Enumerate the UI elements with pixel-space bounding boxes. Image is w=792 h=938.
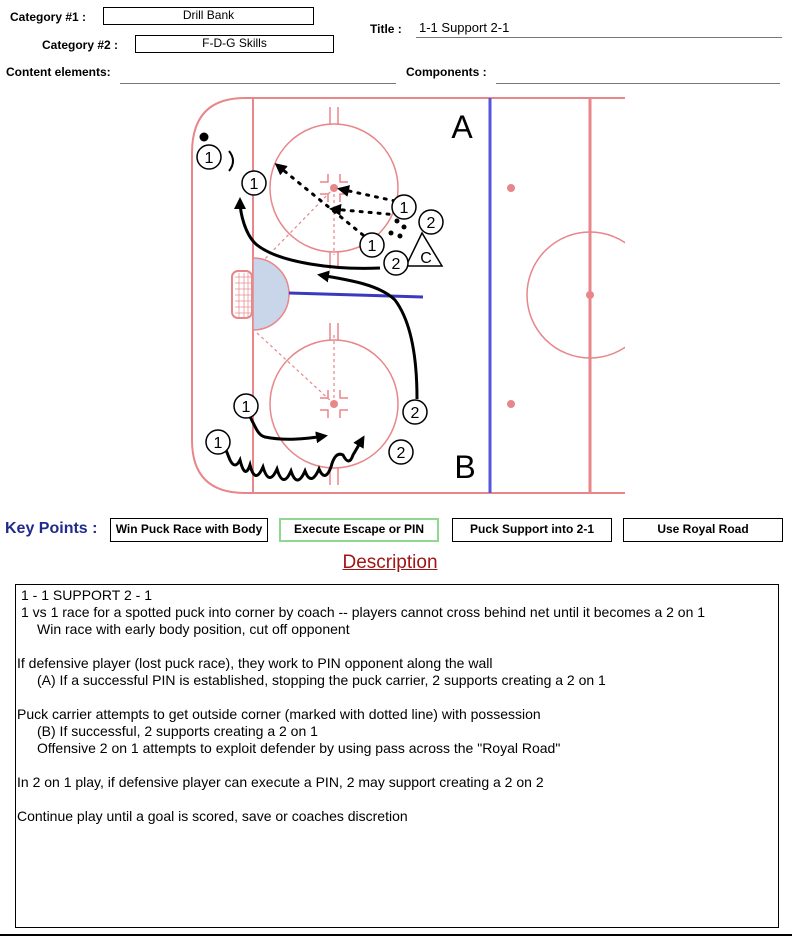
desc-line-14: Continue play until a goal is scored, save or coaches discretion [17, 808, 408, 824]
desc-line-1: 1 - 1 SUPPORT 2 - 1 [21, 587, 152, 603]
key-points-label: Key Points : [5, 520, 98, 537]
player-1-slot: 1 [399, 200, 409, 217]
player-1-b-upper: 1 [241, 399, 251, 416]
desc-line-10: Offensive 2 on 1 attempts to exploit defender by using pass across the "Royal Road" [37, 740, 561, 756]
player-2-right: 2 [410, 405, 420, 422]
goal-net [232, 271, 252, 318]
desc-line-8: Puck carrier attempts to get outside corner (marked with dotted line) with possession [17, 706, 541, 722]
player-1-b-lower: 1 [213, 435, 223, 452]
zone-b-label: B [454, 449, 476, 485]
stick-curve [229, 151, 233, 171]
key-point-4[interactable]: Use Royal Road [623, 518, 783, 542]
category2-field[interactable]: F-D-G Skills [135, 35, 334, 53]
content-elements-label: Content elements: [6, 65, 111, 79]
content-elements-field[interactable] [120, 66, 396, 84]
player-2-b-lower: 2 [396, 445, 406, 462]
desc-line-2: 1 vs 1 race for a spotted puck into corner by coach -- players cannot cross behind net until it becomes a 2 on 1 [21, 604, 706, 620]
goal-crease [253, 258, 289, 330]
puck [200, 133, 209, 142]
player-1-corner: 1 [204, 150, 214, 167]
desc-line-12: In 2 on 1 play, if defensive player can execute a PIN, 2 may support creating a 2 on 2 [17, 774, 544, 790]
bottom-border [0, 934, 792, 936]
coach-label: C [420, 250, 432, 267]
skate-path-wavy [222, 438, 363, 480]
description-title: Description [342, 552, 438, 573]
player-2-low: 2 [391, 256, 401, 273]
pucks-pile [389, 219, 407, 239]
components-label: Components : [406, 65, 487, 79]
rink-diagram [185, 95, 625, 497]
title-field[interactable]: 1-1 Support 2-1 [416, 20, 782, 38]
player-2-slot: 2 [426, 215, 436, 232]
category1-label: Category #1 : [10, 10, 87, 24]
skate-path-1-b [248, 413, 325, 439]
key-point-2[interactable]: Execute Escape or PIN [279, 518, 439, 542]
player-1-top: 1 [249, 176, 259, 193]
pass-arrows-dotted [277, 165, 398, 235]
hash-marks [330, 107, 338, 485]
components-field[interactable] [496, 66, 780, 84]
desc-line-3: Win race with early body position, cut off opponent [37, 621, 350, 637]
title-label: Title : [370, 22, 402, 36]
category1-field[interactable]: Drill Bank [103, 7, 314, 25]
category2-label: Category #2 : [42, 38, 119, 52]
center-dot [586, 291, 594, 299]
key-point-1[interactable]: Win Puck Race with Body [110, 518, 268, 542]
zone-a-label: A [451, 109, 473, 145]
royal-road-line [289, 293, 423, 297]
player-1-circle: 1 [367, 238, 377, 255]
desc-line-5: If defensive player (lost puck race), they work to PIN opponent along the wall [17, 655, 493, 671]
desc-line-9: (B) If successful, 2 supports creating a 2 on 1 [37, 723, 318, 739]
neutral-dot-top [507, 184, 515, 192]
description-box[interactable] [15, 584, 779, 928]
center-circle [527, 232, 625, 358]
key-point-3[interactable]: Puck Support into 2-1 [452, 518, 612, 542]
neutral-dot-bottom [507, 400, 515, 408]
desc-line-6: (A) If a successful PIN is established, stopping the puck carrier, 2 supports creating a 2 on 1 [37, 672, 606, 688]
